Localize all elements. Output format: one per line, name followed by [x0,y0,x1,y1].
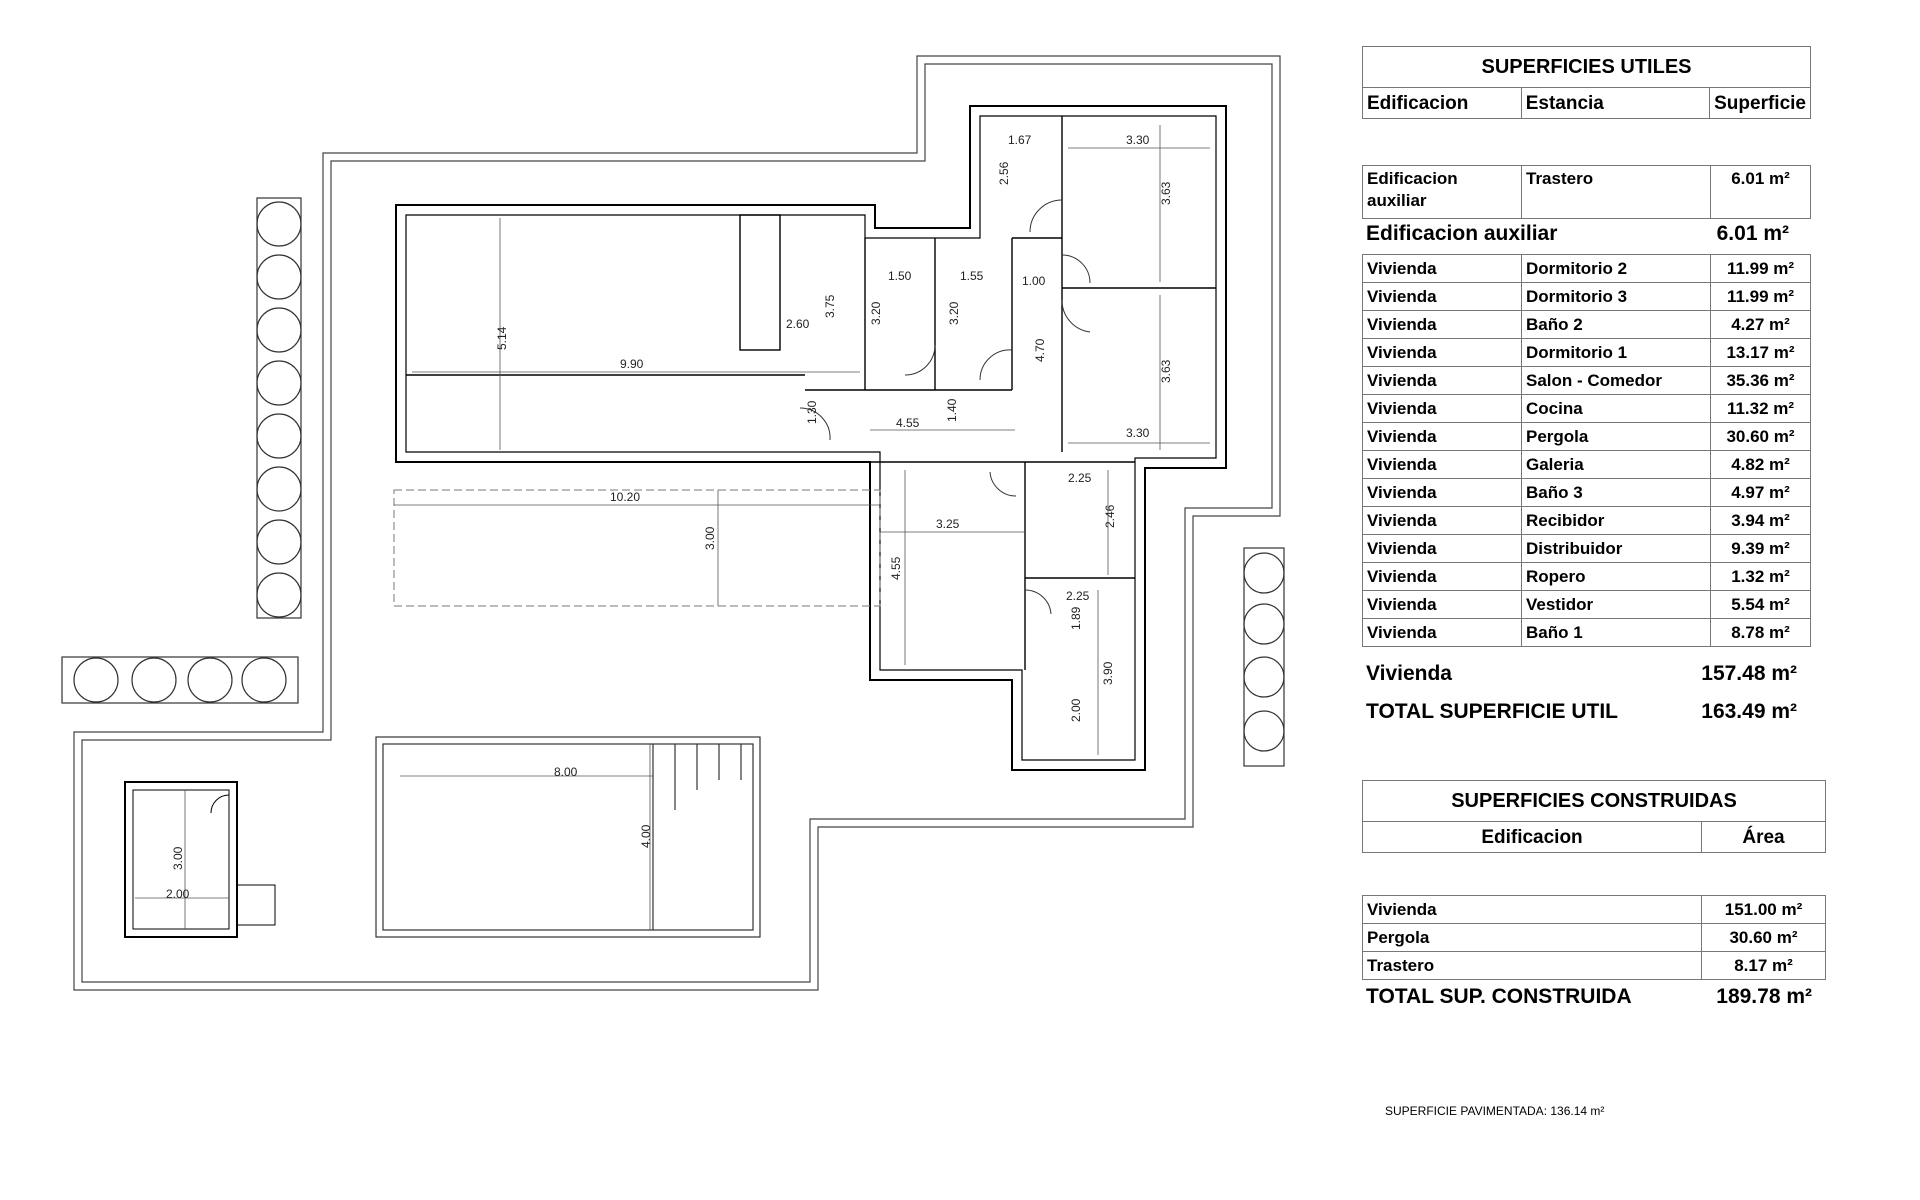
dim-text: 4.00 [639,824,653,848]
table-row [1363,591,1811,619]
cell-superficie: 3.94 m² [1711,507,1811,535]
cell-edificacion: Vivienda [1363,395,1522,423]
cell-estancia: Galeria [1522,451,1711,479]
cell-edificacion: Vivienda [1363,451,1522,479]
table-row [1363,367,1811,395]
cell-superficie: 35.36 m² [1711,367,1811,395]
cell-superficie: 13.17 m² [1711,339,1811,367]
cell-edificacion: Vivienda [1363,255,1522,283]
cell-edificacion: Vivienda [1363,283,1522,311]
vivienda-total-row [1366,662,1811,692]
plot-boundary-inner [82,64,1272,982]
cell-estancia: Dormitorio 2 [1522,255,1711,283]
cell-estancia: Dormitorio 3 [1522,283,1711,311]
cell-edificacion: Vivienda [1363,619,1522,647]
aux-total-label: Edificacion auxiliar [1366,222,1558,245]
cell-edificacion: Vivienda [1363,311,1522,339]
aux-total-value: 6.01 m² [1716,222,1789,245]
cell-superficie: 11.32 m² [1711,395,1811,423]
vivienda-total-value: 157.48 m² [1701,662,1797,685]
construida-total-value: 189.78 m² [1716,985,1812,1008]
grand-total-value: 163.49 m² [1701,700,1797,723]
cell-edificacion: Vivienda [1363,479,1522,507]
cell-estancia: Cocina [1522,395,1711,423]
cell-superficie: 11.99 m² [1711,283,1811,311]
column-header: Edificacion [1363,88,1522,119]
column-header: Área [1702,822,1826,853]
cell-estancia: Baño 3 [1522,479,1711,507]
dim-text: 3.30 [1126,426,1150,440]
dim-text: 1.89 [1069,606,1083,630]
grand-total-label: TOTAL SUPERFICIE UTIL [1366,700,1619,723]
table-row [1363,283,1811,311]
dim-text: 9.90 [620,357,644,371]
dim-text: 2.00 [166,887,190,901]
construida-total-label: TOTAL SUP. CONSTRUIDA [1366,985,1632,1008]
dim-text: 3.00 [703,526,717,550]
cell-area: 151.00 m² [1702,896,1826,924]
cell-estancia: Salon - Comedor [1522,367,1711,395]
table-row [1363,924,1826,952]
grand-total-row [1366,700,1811,730]
construidas-rows-table [1362,895,1826,980]
table-title: SUPERFICIES CONSTRUIDAS [1363,781,1826,822]
table-row [1363,339,1811,367]
dim-text: 3.30 [1126,133,1150,147]
dim-text: 3.20 [947,301,961,325]
table-row [1363,619,1811,647]
cell-estancia: Trastero [1522,166,1711,219]
table-row [1363,255,1811,283]
cell-superficie: 4.27 m² [1711,311,1811,339]
dim-text: 1.55 [960,269,984,283]
cell-estancia: Pergola [1522,423,1711,451]
cell-edificacion: Vivienda [1363,896,1702,924]
dim-text: 1.67 [1008,133,1032,147]
dim-text: 8.00 [554,765,578,779]
cell-edificacion: Pergola [1363,924,1702,952]
cell-superficie: 4.97 m² [1711,479,1811,507]
vivienda-rows-table [1362,254,1811,647]
cell-superficie: 6.01 m² [1711,166,1811,219]
dim-text: 1.40 [945,398,959,422]
cell-edificacion: Vivienda [1363,507,1522,535]
dim-text: 1.30 [805,400,819,424]
construida-total-row [1366,985,1826,1015]
cell-superficie: 4.82 m² [1711,451,1811,479]
dim-text: 1.50 [888,269,912,283]
cell-superficie: 11.99 m² [1711,255,1811,283]
cell-superficie: 5.54 m² [1711,591,1811,619]
column-header: Estancia [1521,88,1709,119]
table-row [1363,395,1811,423]
dim-text: 3.63 [1159,359,1173,383]
plot-boundary-outer [74,56,1280,990]
cell-superficie: 8.78 m² [1711,619,1811,647]
dim-text: 2.56 [997,161,1011,185]
cell-estancia: Vestidor [1522,591,1711,619]
cell-edificacion: Vivienda [1363,591,1522,619]
cell-edificacion: Vivienda [1363,423,1522,451]
aux-rows-table [1362,165,1811,219]
table-row [1363,535,1811,563]
cell-edificacion: Vivienda [1363,535,1522,563]
dim-text: 3.25 [936,517,960,531]
dim-text: 3.63 [1159,181,1173,205]
cell-edificacion: Edificacion auxiliar [1363,166,1522,219]
table-title: SUPERFICIES UTILES [1363,47,1811,88]
cell-estancia: Distribuidor [1522,535,1711,563]
dim-text: 2.60 [786,317,810,331]
cell-edificacion: Vivienda [1363,563,1522,591]
column-header: Superficie [1710,88,1811,119]
table-row [1363,896,1826,924]
dim-text: 3.20 [869,301,883,325]
table-row [1363,451,1811,479]
cell-edificacion: Trastero [1363,952,1702,980]
cell-area: 8.17 m² [1702,952,1826,980]
dim-text: 4.55 [896,416,920,430]
table-row [1363,507,1811,535]
dim-text: 10.20 [610,490,641,504]
table-row [1363,563,1811,591]
dim-text: 3.90 [1101,661,1115,685]
superficies-utiles-header-table [1362,46,1811,119]
cell-edificacion: Vivienda [1363,339,1522,367]
dim-text: 2.00 [1069,698,1083,722]
dim-text: 4.70 [1033,338,1047,362]
cell-superficie: 9.39 m² [1711,535,1811,563]
cell-estancia: Dormitorio 1 [1522,339,1711,367]
cell-estancia: Baño 1 [1522,619,1711,647]
dim-text: 3.75 [823,294,837,318]
paved-area-note: SUPERFICIE PAVIMENTADA: 136.14 m² [1385,1104,1605,1118]
dim-text: 5.14 [495,326,509,350]
cell-edificacion: Vivienda [1363,367,1522,395]
table-row [1363,952,1826,980]
cell-area: 30.60 m² [1702,924,1826,952]
table-row [1363,166,1811,219]
dim-text: 2.25 [1068,471,1092,485]
dim-text: 1.00 [1022,274,1046,288]
dim-text: 2.46 [1103,504,1117,528]
cell-estancia: Ropero [1522,563,1711,591]
column-header: Edificacion [1363,822,1702,853]
table-row [1363,479,1811,507]
cell-estancia: Baño 2 [1522,311,1711,339]
cell-superficie: 1.32 m² [1711,563,1811,591]
dim-text: 2.25 [1066,589,1090,603]
pergola-outline [394,490,880,606]
cell-superficie: 30.60 m² [1711,423,1811,451]
cell-estancia: Recibidor [1522,507,1711,535]
dim-text: 3.00 [171,846,185,870]
superficies-construidas-header-table [1362,780,1826,853]
auxiliary-building [125,782,275,937]
table-row [1363,311,1811,339]
aux-total-row [1366,222,1811,252]
dim-text: 4.55 [889,556,903,580]
table-row [1363,423,1811,451]
vivienda-total-label: Vivienda [1366,662,1452,685]
